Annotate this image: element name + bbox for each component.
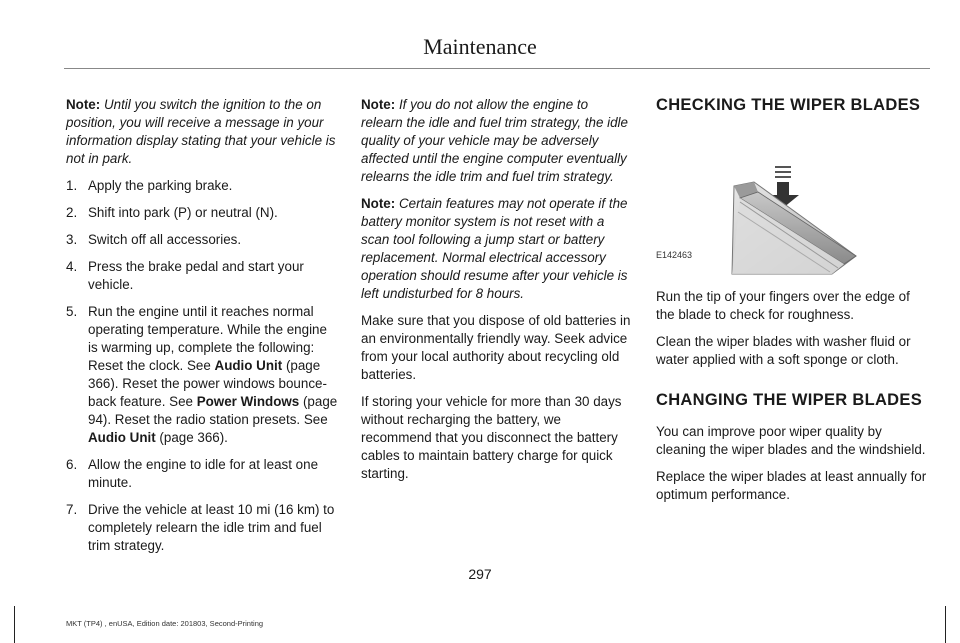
step-number: 1. — [66, 178, 78, 193]
step-number: 6. — [66, 457, 78, 472]
procedure-steps — [66, 177, 338, 555]
step-item — [66, 231, 338, 249]
header-divider — [64, 68, 930, 69]
step-text: Drive the vehicle at least 10 mi (16 km) to completely relearn the idle trim and fuel trim strategy. — [88, 502, 335, 553]
step-number: 3. — [66, 232, 78, 247]
step-text: (page 366). Reset the power windows bounce-back feature. See — [88, 358, 327, 409]
xref-audio-unit[interactable]: Audio Unit — [88, 430, 156, 445]
page-title: Maintenance — [423, 34, 537, 59]
step-item — [66, 204, 338, 222]
paragraph-storing: If storing your vehicle for more than 30 days without recharging the battery, we recommend that you disconnect the battery cables to maintain battery charge for quick starting. — [361, 394, 622, 481]
step-item — [66, 303, 338, 447]
note-text: Until you switch the ignition to the on position, you will receive a message in your information display stating that your vehicle is not in park. — [66, 97, 336, 166]
step-text: Press the brake pedal and start your vehicle. — [88, 259, 304, 292]
step-text: Shift into park (P) or neutral (N). — [88, 205, 278, 220]
wiper-blade-figure — [656, 128, 932, 278]
xref-audio-unit[interactable]: Audio Unit — [214, 358, 283, 373]
section-heading-checking: CHECKING THE WIPER BLADES — [656, 96, 921, 114]
step-text: Run the engine until it reaches normal operating temperature. While the engine is warming up, complete the following: Reset the clock. See — [88, 304, 327, 373]
note-battery-monitor — [361, 195, 633, 303]
figure-id: E142463 — [656, 250, 693, 260]
note-text: Certain features may not operate if the battery monitor system is not reset with a scan tool following a jump start or battery replacement. Normal electrical accessory operation should resume after your vehicle is left undisturbed for 8 hours. — [361, 196, 628, 301]
column-2 — [361, 96, 633, 492]
step-number: 5. — [66, 304, 78, 319]
edition-footer: MKT (TP4) , enUSA, Edition date: 201803, Second-Printing — [66, 619, 264, 628]
step-text: (page 366). — [155, 430, 228, 445]
step-item — [66, 456, 338, 492]
crop-mark-bottom-left — [14, 606, 15, 643]
step-item — [66, 177, 338, 195]
paragraph-replace-annually: Replace the wiper blades at least annually for optimum performance. — [656, 469, 927, 502]
step-text: Switch off all accessories. — [88, 232, 242, 247]
paragraph-clean-blades: Clean the wiper blades with washer fluid or water applied with a soft sponge or cloth. — [656, 334, 911, 367]
paragraph-dispose: Make sure that you dispose of old batteries in an environmentally friendly way. Seek advice from your local authority about recycling old batteries. — [361, 313, 631, 382]
step-text: (page 94). Reset the radio station presets. See — [88, 394, 338, 427]
column-1 — [66, 96, 338, 564]
wiper-blade-illustration — [656, 128, 932, 278]
paragraph-check-roughness: Run the tip of your fingers over the edge of the blade to check for roughness. — [656, 289, 910, 322]
note-ignition — [66, 96, 338, 168]
note-text: If you do not allow the engine to relearn the idle and fuel trim strategy, the idle quality of your vehicle may be adversely affected until the engine computer eventually relearns the idle trim and fuel trim strategy. — [361, 97, 628, 184]
note-label: Note: — [361, 97, 396, 112]
note-label: Note: — [66, 97, 101, 112]
step-number: 2. — [66, 205, 78, 220]
step-text: Apply the parking brake. — [88, 178, 233, 193]
step-number: 4. — [66, 259, 78, 274]
step-item — [66, 258, 338, 294]
paragraph-improve-quality: You can improve poor wiper quality by cleaning the wiper blades and the windshield. — [656, 424, 926, 457]
step-item — [66, 501, 338, 555]
section-heading-changing: CHANGING THE WIPER BLADES — [656, 391, 923, 409]
page-number: 297 — [468, 566, 492, 582]
step-number: 7. — [66, 502, 78, 517]
column-3 — [656, 96, 932, 513]
crop-mark-bottom-right — [945, 606, 946, 643]
note-label: Note: — [361, 196, 396, 211]
xref-power-windows[interactable]: Power Windows — [196, 394, 300, 409]
note-relearn — [361, 96, 633, 186]
step-text: Allow the engine to idle for at least one minute. — [88, 457, 319, 490]
